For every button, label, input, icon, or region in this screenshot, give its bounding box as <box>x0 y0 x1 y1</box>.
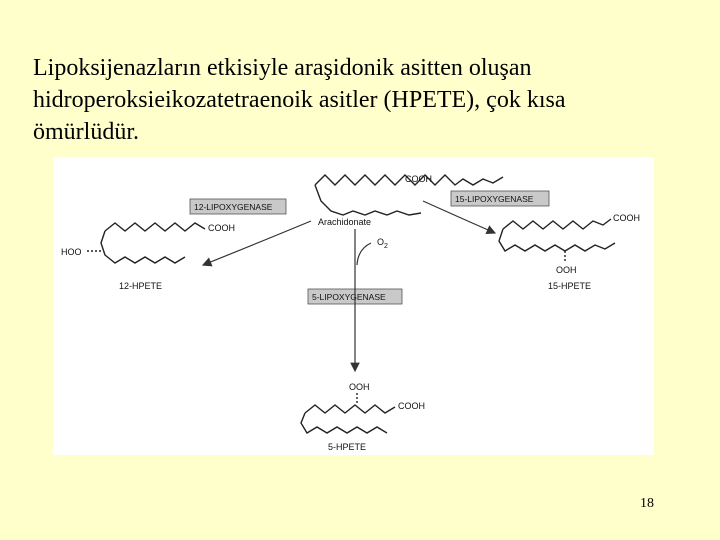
slide-text <box>33 52 683 148</box>
text-line-3: ömürlüdür. <box>33 119 139 145</box>
enzyme-label-5-lipoxygenase: 5-LIPOXYGENASE <box>312 292 386 302</box>
oxygen-label: $O_2$ <box>377 237 388 250</box>
pathway-diagram <box>53 157 654 455</box>
15-hpete-hydroperoxide: OOH <box>556 265 577 275</box>
text-line-2: hidroperoksieikozatetraenoik asitler (HPETE), çok kısa <box>33 87 566 113</box>
enzyme-box-15-lipoxygenase <box>451 191 549 206</box>
enzyme-label-15-lipoxygenase: 15-LIPOXYGENASE <box>455 194 534 204</box>
15-hpete-label: 15-HPETE <box>548 281 592 291</box>
5-hpete-cooh: COOH <box>398 401 425 411</box>
12-hpete-label: 12-HPETE <box>119 281 163 291</box>
page-number: 18 <box>640 496 654 511</box>
enzyme-label-12-lipoxygenase: 12-LIPOXYGENASE <box>194 202 273 212</box>
arachidonate-cooh: COOH <box>405 174 432 184</box>
12-hpete-cooh: COOH <box>208 223 235 233</box>
12-hpete-structure <box>61 223 235 291</box>
lipoxygenase-pathway-figure <box>53 157 654 455</box>
arachidonate-label: Arachidonate <box>318 217 372 227</box>
12-hpete-hydroperoxide: HOO <box>61 247 82 257</box>
5-hpete-structure <box>301 382 425 452</box>
5-hpete-hydroperoxide: OOH <box>349 382 370 392</box>
15-hpete-structure <box>499 213 640 291</box>
15-hpete-cooh: COOH <box>613 213 640 223</box>
5-hpete-label: 5-HPETE <box>328 442 367 452</box>
enzyme-box-12-lipoxygenase <box>190 199 286 214</box>
text-line-1: Lipoksijenazların etkisiyle araşidonik asitten oluşan <box>33 55 532 81</box>
oxygen-input-curve <box>357 243 371 265</box>
